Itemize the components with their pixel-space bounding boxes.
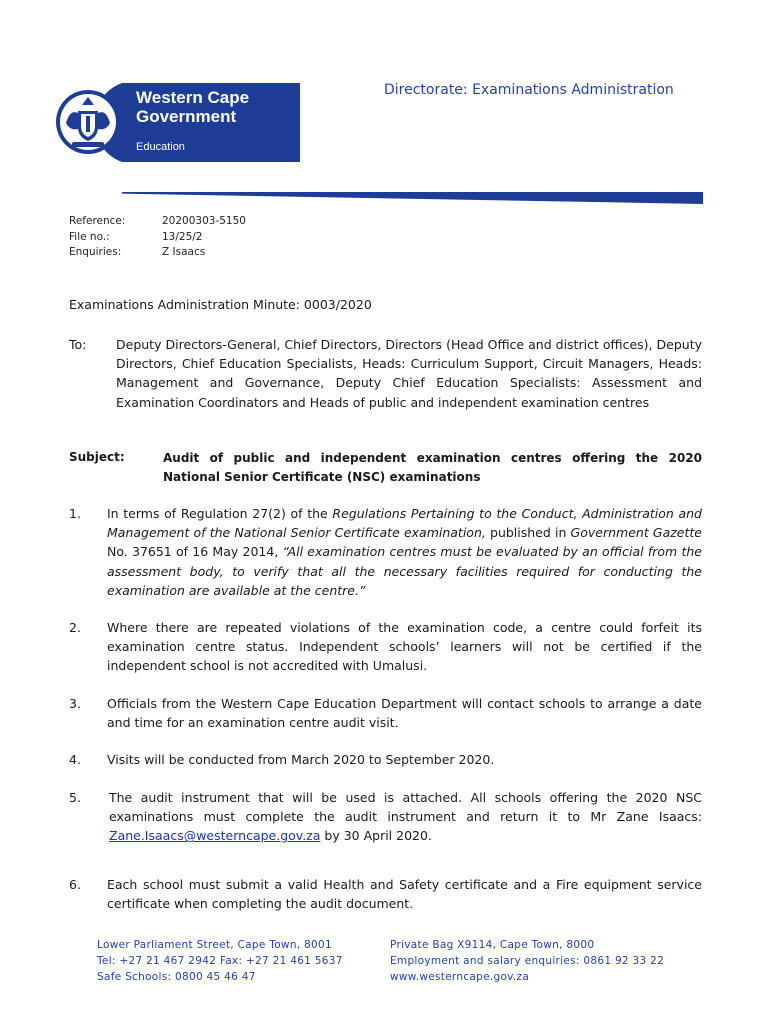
subject-text: Audit of public and independent examination centres offering the 2020 National Senior Certificate (NSC) examinations — [163, 451, 702, 484]
paragraph-1: 1. In terms of Regulation 27(2) of the Regulations Pertaining to the Conduct, Administration and Management of the National Senior Certificate examination, published in Government Gazette No. 37651 of 16 May 2014, “All examination centres must be evaluated by an official from the assessment body, to verify that all the necessary facilities required for conducting the examination are available at the centre.” — [69, 506, 702, 598]
department-name: Education — [136, 141, 185, 153]
enquiries-row: Enquiries: Z Isaacs — [69, 246, 206, 258]
minute-title: Examinations Administration Minute: 0003/2020 — [69, 297, 372, 312]
subject-label: Subject: — [69, 450, 125, 464]
footer-left: Lower Parliament Street, Cape Town, 8001 Tel: +27 21 467 2942 Fax: +27 21 461 5637 Safe Schools: 0800 45 46 47 — [97, 939, 343, 983]
website-link[interactable]: www.westerncape.gov.za — [390, 971, 530, 983]
org-name: Western Cape Government — [136, 88, 250, 126]
paragraph-6: 6. Each school must submit a valid Health and Safety certificate and a Fire equipment service certificate when completing the audit document. — [69, 877, 702, 912]
header-divider — [52, 192, 703, 204]
coat-of-arms-icon — [52, 83, 132, 162]
paragraph-5: 5. The audit instrument that will be used is attached. All schools offering the 2020 NSC examinations must complete the audit instrument and return it to Mr Zane Isaacs: Zane.Isaacs@westerncape.gov.za by 30 April 2020. — [69, 790, 702, 844]
file-number-row: File no.: 13/25/2 — [69, 230, 203, 243]
paragraph-2: 2. Where there are repeated violations of the examination code, a centre could forfeit its examination centre status. Independent schools’ learners will not be certified if the independent school is not accredited with Umalusi. — [69, 620, 702, 674]
recipients-text: Deputy Directors-General, Chief Directors, Directors (Head Office and district offices), Deputy Directors, Chief Education Specialists, Heads: Curriculum Support, Circuit Managers, Heads: Management and Governance, Deputy Chief Education Specialists: Assessment and Examination Coordinators and Heads of public and independent examination centres — [116, 337, 702, 410]
western-cape-government-logo — [52, 83, 300, 162]
footer-right: Private Bag X9114, Cape Town, 8000 Employment and salary enquiries: 0861 92 33 22 www.westerncape.gov.za — [390, 939, 665, 983]
contact-email-link[interactable]: Zane.Isaacs@westerncape.gov.za — [109, 828, 321, 844]
reference-row: Reference: 20200303-5150 — [69, 215, 246, 227]
paragraph-3: 3. Officials from the Western Cape Education Department will contact schools to arrange a date and time for an examination centre audit visit. — [69, 696, 702, 731]
paragraph-4: 4. Visits will be conducted from March 2020 to September 2020. — [69, 752, 495, 767]
to-label: To: — [69, 337, 87, 352]
directorate-title: Directorate: Examinations Administration — [384, 82, 674, 98]
reference-block — [69, 214, 246, 261]
